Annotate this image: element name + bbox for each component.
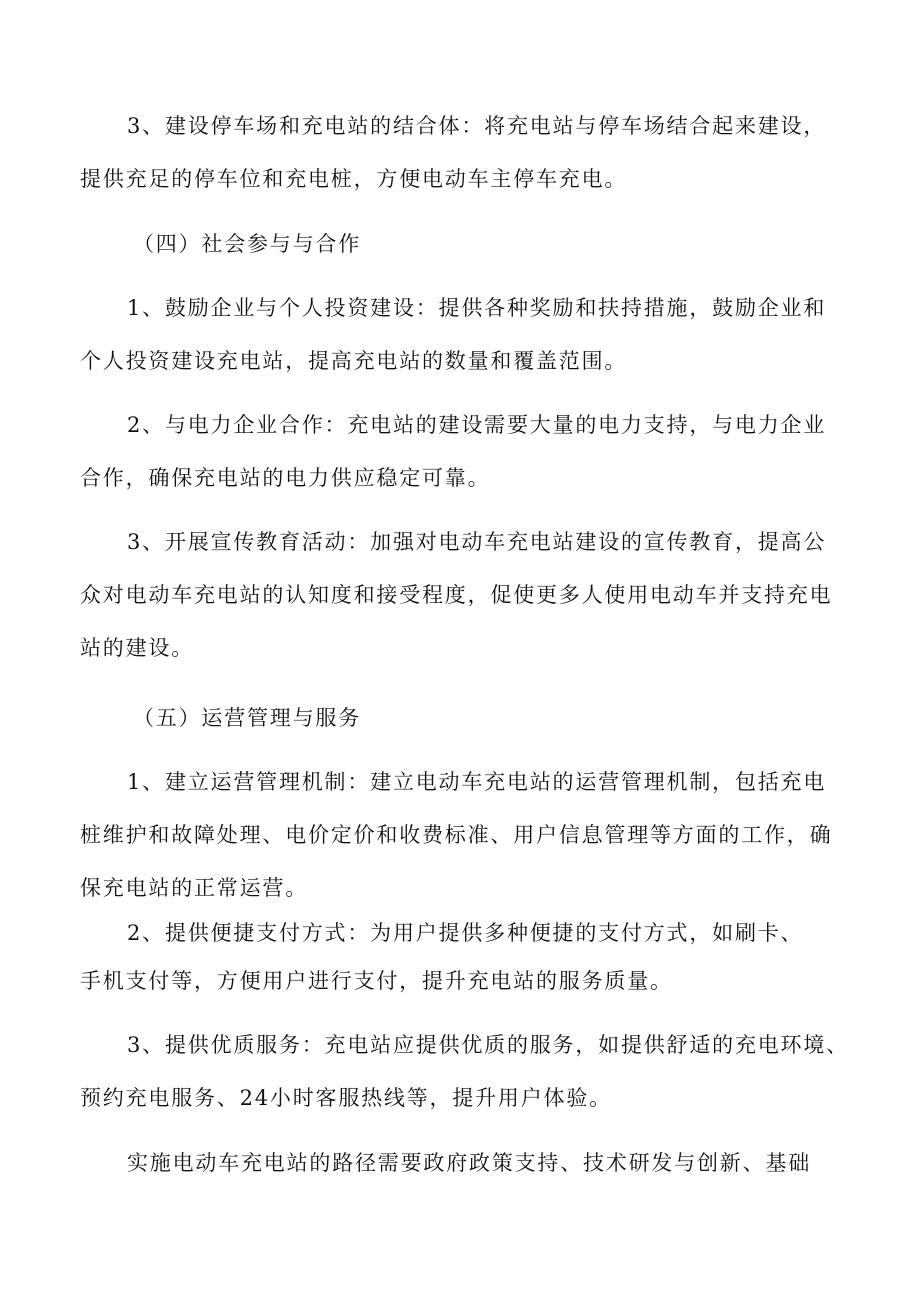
paragraph-5-line-2: 桩维护和故障处理、电价定价和收费标准、用户信息管理等方面的工作，确: [80, 823, 833, 847]
paragraph-7-line-1: 3、提供优质服务：充电站应提供优质的服务，如提供舒适的充电环境、: [127, 1033, 849, 1057]
paragraph-4-line-3: 站的建设。: [80, 636, 194, 660]
paragraph-4-line-2: 众对电动车充电站的认知度和接受程度，促使更多人使用电动车并支持充电: [80, 583, 833, 607]
paragraph-6-line-1: 2、提供便捷支付方式：为用户提供多种便捷的支付方式，如刷卡、: [127, 921, 804, 945]
paragraph-6-line-2: 手机支付等，方便用户进行支付，提升充电站的服务质量。: [80, 969, 673, 993]
paragraph-3-line-2: 合作，确保充电站的电力供应稳定可靠。: [80, 466, 491, 490]
section-heading-4: （四）社会参与与合作: [133, 232, 361, 256]
paragraph-1-line-1: 3、建设停车场和充电站的结合体：将充电站与停车场结合起来建设，: [127, 114, 827, 138]
paragraph-7-line-2: 预约充电服务、24小时客服热线等，提升用户体验。: [80, 1086, 612, 1110]
paragraph-2-line-1: 1、鼓励企业与个人投资建设：提供各种奖励和扶持措施，鼓励企业和: [127, 296, 827, 320]
paragraph-1-line-2: 提供充足的停车位和充电桩，方便电动车主停车充电。: [80, 167, 628, 191]
paragraph-4-line-1: 3、开展宣传教育活动：加强对电动车充电站建设的宣传教育，提高公: [127, 530, 827, 554]
paragraph-2-line-2: 个人投资建设充电站，提高充电站的数量和覆盖范围。: [80, 349, 628, 373]
section-heading-5: （五）运营管理与服务: [133, 706, 361, 730]
paragraph-3-line-1: 2、与电力企业合作：充电站的建设需要大量的电力支持，与电力企业: [127, 413, 827, 437]
paragraph-5-line-3: 保充电站的正常运营。: [80, 876, 308, 900]
paragraph-5-line-1: 1、建立运营管理机制：建立电动车充电站的运营管理机制，包括充电: [127, 770, 827, 794]
paragraph-8-line-1: 实施电动车充电站的路径需要政府政策支持、技术研发与创新、基础: [127, 1151, 811, 1175]
